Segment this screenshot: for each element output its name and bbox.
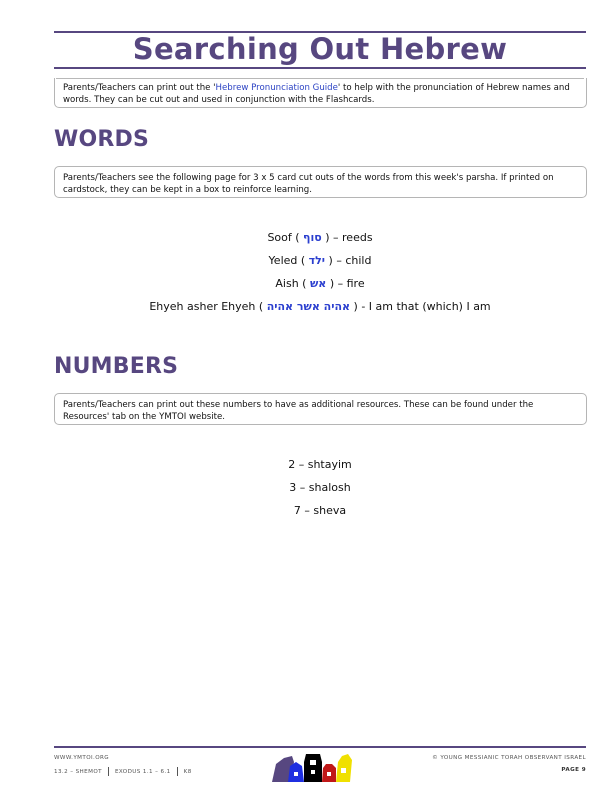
pronunciation-guide-link[interactable]: Hebrew Pronunciation Guide (215, 83, 338, 93)
words-note-text: Parents/Teachers see the following page for 3 x 5 card cut outs of the words from this week's parsha. If printed on cardstock, they can be kept in a box to reinforce learning. (63, 173, 554, 195)
words-heading: WORDS (54, 127, 150, 152)
header-bottom-rule (54, 67, 586, 69)
word-meaning: ) - I am that (which) I am (353, 300, 491, 313)
footer-portion: 13.2 – SHEMOT (54, 768, 102, 775)
footer-rule (54, 746, 586, 748)
intro-note-text: Parents/Teachers can print out the ' (63, 83, 216, 93)
number-item: 2 – shtayim (288, 458, 352, 471)
page-title: Searching Out Hebrew (132, 32, 508, 66)
word-item (54, 277, 586, 291)
numbers-heading: NUMBERS (54, 354, 179, 379)
footer-separator (108, 767, 109, 776)
intro-note-box (54, 78, 587, 108)
word-hebrew: אהיה אשר אהיה (266, 300, 351, 313)
footer-grade: K8 (183, 768, 192, 775)
word-english: Ehyeh asher Ehyeh ( (149, 300, 264, 313)
footer-copyright: © YOUNG MESSIANIC TORAH OBSERVANT ISRAEL (432, 755, 586, 761)
word-hebrew: סוף (303, 231, 322, 244)
word-english: Soof ( (267, 231, 300, 244)
word-meaning: ) – child (328, 254, 372, 267)
ymtoi-logo-icon (268, 752, 360, 782)
word-item (54, 300, 586, 314)
footer-page-number: PAGE 9 (561, 767, 586, 773)
intro-note-text-after: ' to help with the pronunciation of Hebrew names and words. They can be cut out and used in conjunction with the Flashcards. (63, 83, 570, 105)
word-item (54, 231, 586, 245)
number-item: 7 – sheva (293, 504, 347, 517)
footer-separator (177, 767, 178, 776)
word-hebrew: ילד (308, 254, 326, 267)
word-hebrew: אש (309, 277, 327, 290)
word-meaning: ) – fire (329, 277, 365, 290)
footer-nav (54, 767, 192, 776)
word-meaning: ) – reeds (325, 231, 373, 244)
number-item: 3 – shalosh (289, 481, 351, 494)
words-note-box (54, 166, 587, 198)
numbers-note-box (54, 393, 587, 425)
numbers-note-text: Parents/Teachers can print out these numbers to have as additional resources. These can be found under the Resources' tab on the YMTOI website. (63, 400, 534, 422)
word-english: Yeled ( (268, 254, 306, 267)
word-english: Aish ( (275, 277, 307, 290)
word-item (54, 254, 586, 268)
footer-website[interactable]: WWW.YMTOI.ORG (54, 755, 110, 761)
footer-scripture: EXODUS 1.1 – 6.1 (114, 768, 171, 775)
